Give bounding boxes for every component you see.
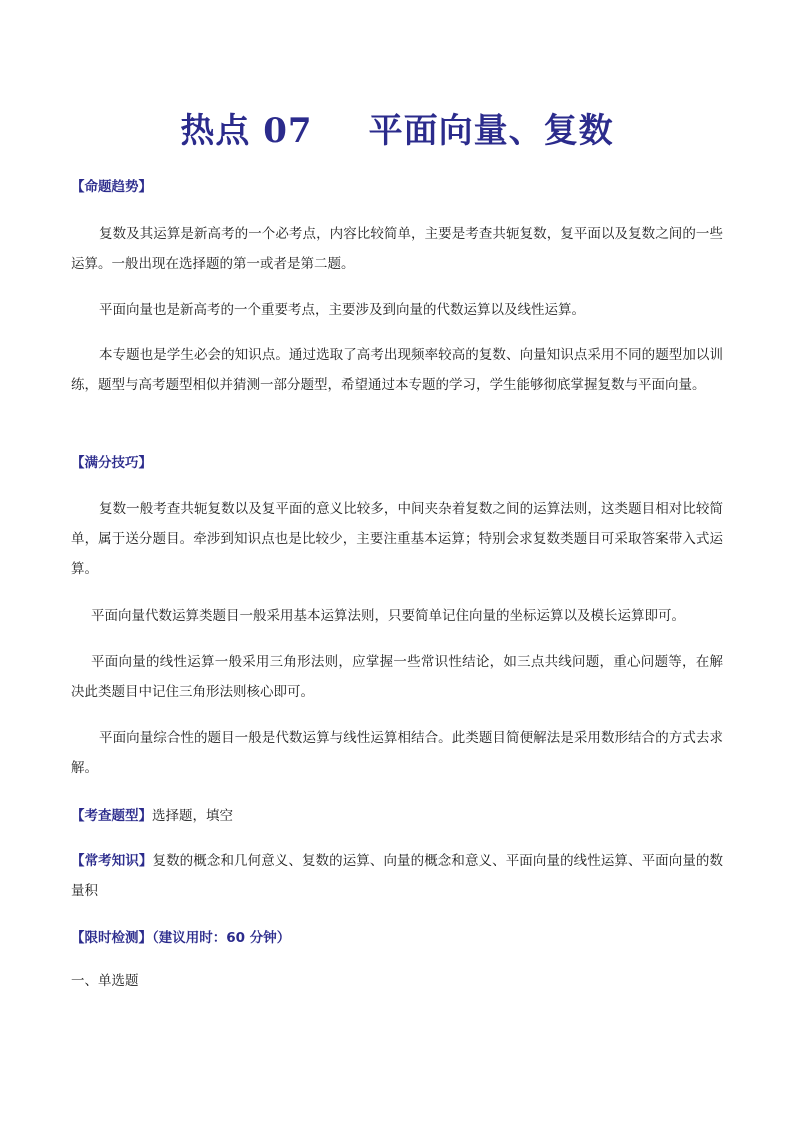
question-type-text: 选择题，填空: [152, 808, 233, 824]
test-line: [71, 923, 723, 953]
trend-heading: 【命题趋势】: [71, 179, 152, 195]
skill-paragraph-2: 平面向量代数运算类题目一般采用基本运算法则，只要简单记住向量的坐标运算以及模长运算即可。: [91, 608, 685, 624]
skill-paragraph-3: 平面向量的线性运算一般采用三角形法则，应掌握一些常识性结论，如三点共线问题，重心问题等，在解决此类题目中记住三角形法则核心即可。: [71, 654, 723, 700]
knowledge-line: [71, 846, 723, 906]
title-part2: 平面向量、复数: [368, 111, 614, 151]
skill-heading: 【满分技巧】: [71, 455, 152, 471]
skill-paragraph-1: 复数一般考查共轭复数以及复平面的意义比较多，中间夹杂着复数之间的运算法则，这类题目相对比较简单，属于送分题目。牵涉到知识点也是比较少，主要注重基本运算；特别会求复数类题目可采取答案带入式运算。: [71, 501, 723, 577]
trend-paragraph-3: 本专题也是学生必会的知识点。通过选取了高考出现频率较高的复数、向量知识点采用不同的题型加以训练，题型与高考题型相似并猜测一部分题型，希望通过本专题的学习，学生能够彻底掌握复数与平面向量。: [71, 347, 723, 393]
test-heading: 【限时检测】: [71, 930, 152, 946]
title-part1: 热点 07: [180, 111, 313, 151]
page-title: [0, 103, 794, 152]
knowledge-heading: 【常考知识】: [71, 853, 153, 869]
question-type-heading: 【考查题型】: [71, 808, 152, 824]
skill-paragraph-4: 平面向量综合性的题目一般是代数运算与线性运算相结合。此类题目简便解法是采用数形结合的方式去求解。: [71, 730, 723, 776]
knowledge-text: 复数的概念和几何意义、复数的运算、向量的概念和意义、平面向量的线性运算、平面向量的数量积: [71, 853, 724, 899]
trend-paragraph-1: 复数及其运算是新高考的一个必考点，内容比较简单，主要是考查共轭复数，复平面以及复数之间的一些运算。一般出现在选择题的第一或者是第二题。: [71, 226, 723, 272]
test-note: （建议用时：60 分钟）: [152, 930, 291, 946]
part-heading: 一、单选题: [71, 973, 139, 989]
question-type-line: [71, 801, 723, 831]
trend-paragraph-2: 平面向量也是新高考的一个重要考点，主要涉及到向量的代数运算以及线性运算。: [99, 302, 585, 318]
